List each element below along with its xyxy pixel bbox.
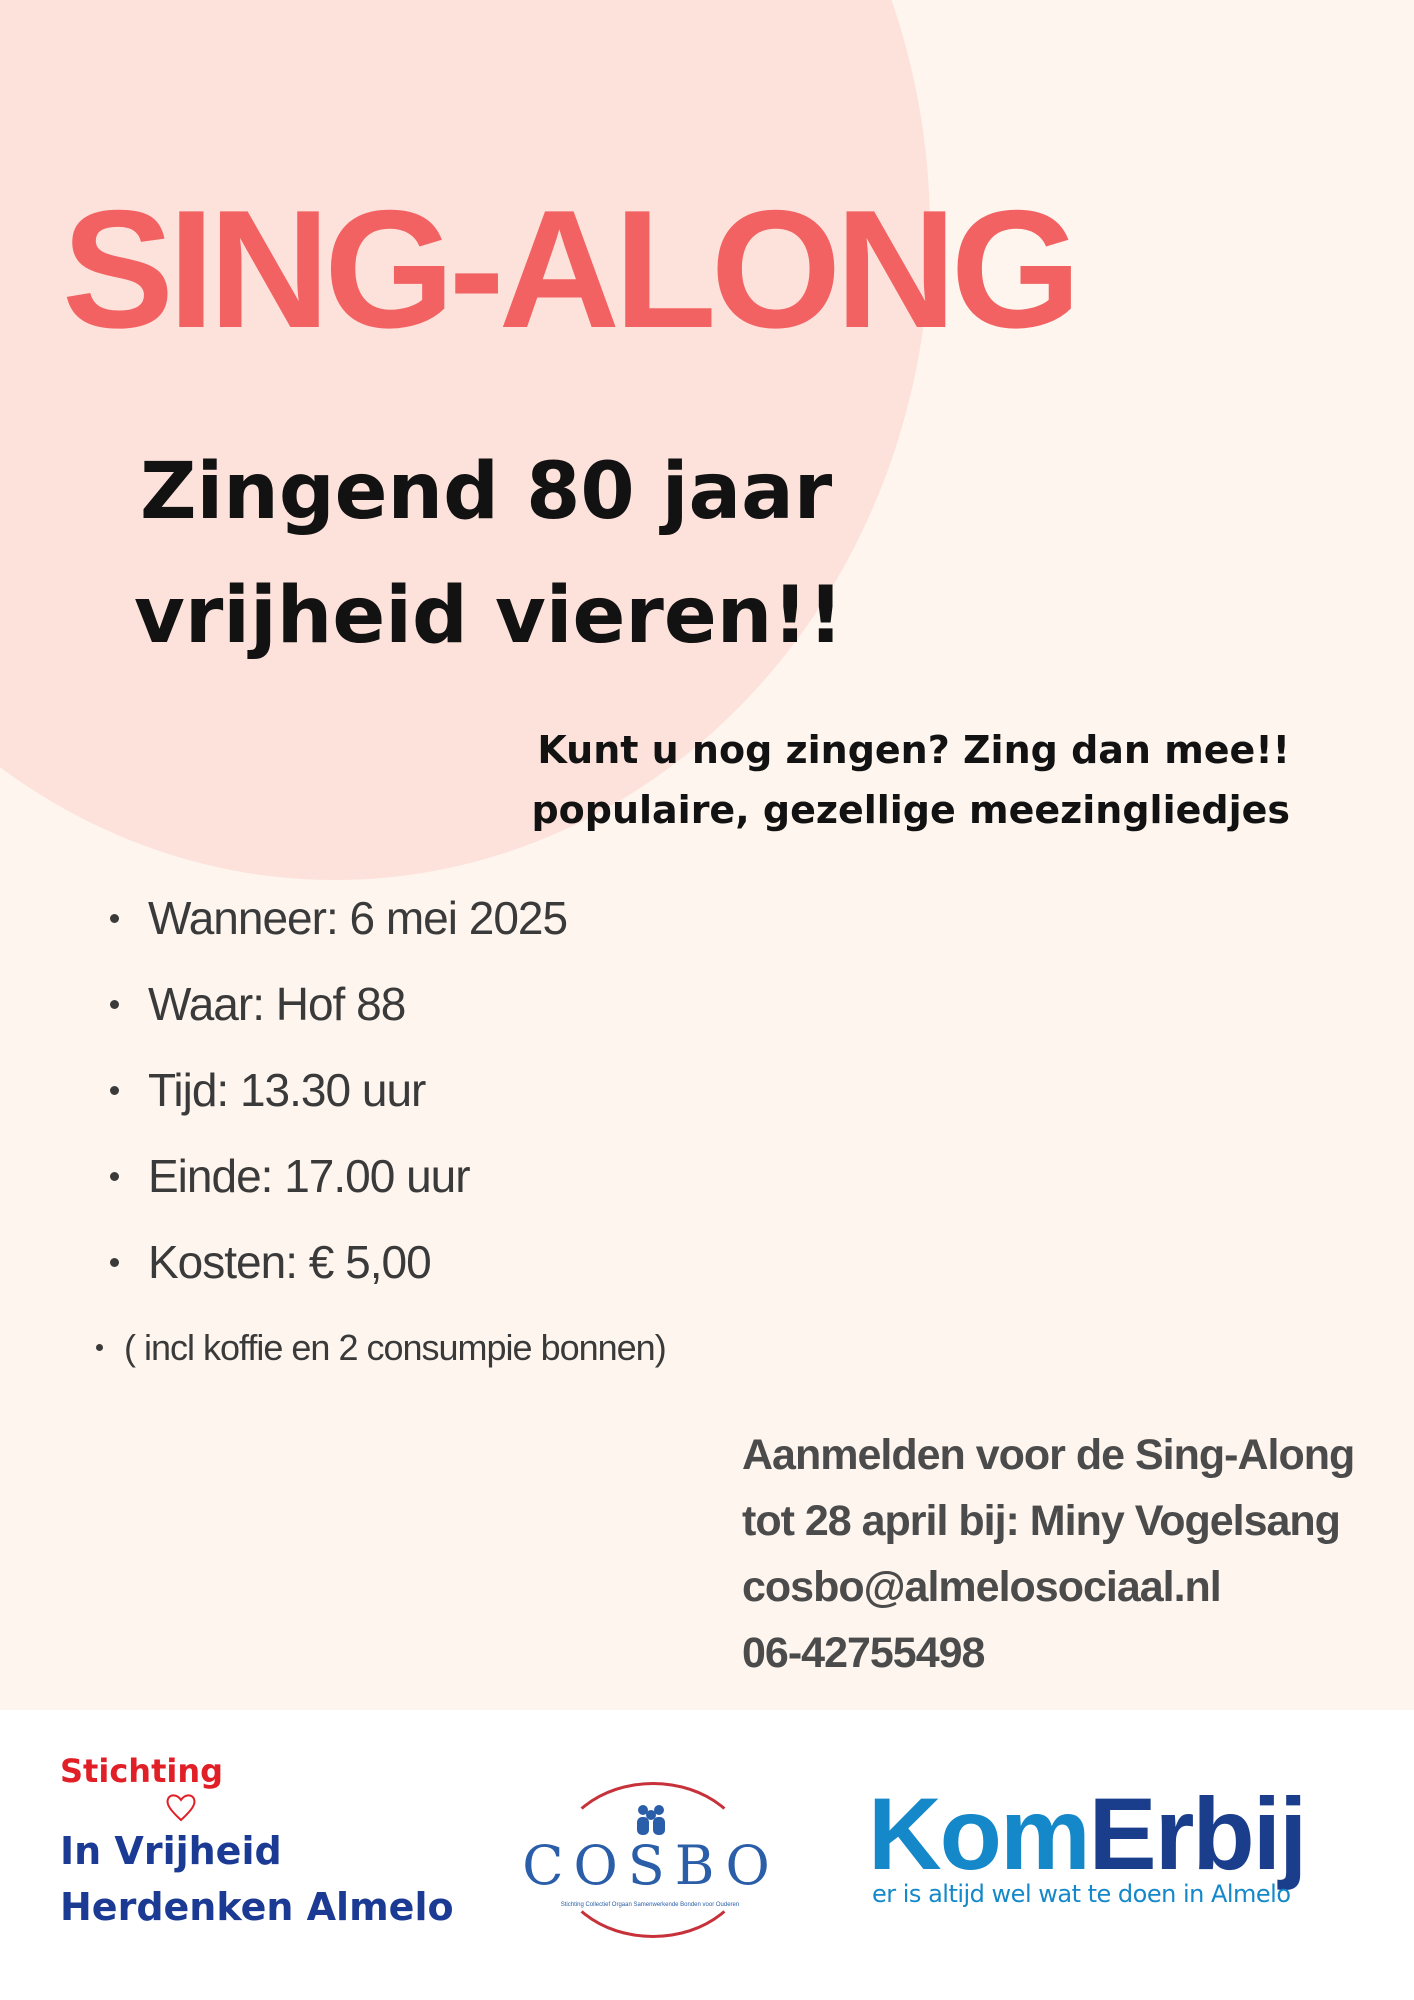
detail-text: Waar: Hof 88: [148, 978, 406, 1030]
sponsor-footer: [0, 1710, 1414, 2000]
logo-ivha-line-2: In Vrijheid: [60, 1829, 282, 1873]
detail-text: Tijd: 13.30 uur: [148, 1064, 426, 1116]
bullet-icon: [110, 1258, 119, 1267]
komerbij-slogan: er is altijd wel wat te doen in Almelo: [872, 1880, 1291, 1908]
detail-text: Wanneer: 6 mei 2025: [148, 892, 568, 944]
bullet-icon: [110, 914, 119, 923]
detail-text: Einde: 17.00 uur: [148, 1150, 470, 1202]
event-details-list: [104, 888, 666, 1378]
detail-text: Kosten: € 5,00: [148, 1236, 431, 1288]
detail-item-when: [104, 888, 666, 974]
heart-icon: [164, 1790, 198, 1824]
tagline-line-2: populaire, gezellige meezingliedjes: [531, 788, 1290, 832]
logo-cosbo: [515, 1782, 785, 1942]
cosbo-wordmark: COSBO: [522, 1834, 780, 1897]
bullet-icon: [110, 1086, 119, 1095]
komerbij-wordmark: [868, 1777, 1306, 1891]
event-title: SING-ALONG: [62, 175, 1076, 363]
detail-item-where: [104, 974, 666, 1060]
tagline-line-1: Kunt u nog zingen? Zing dan mee!!: [537, 728, 1290, 772]
detail-item-end: [104, 1146, 666, 1232]
signup-info: [742, 1422, 1354, 1686]
detail-item-cost: [104, 1232, 666, 1318]
detail-item-time: [104, 1060, 666, 1146]
subtitle-line-1: Zingend 80 jaar: [140, 447, 833, 537]
komerbij-part-2: Erbij: [1088, 1777, 1306, 1891]
signup-line-1: Aanmelden voor de Sing-Along: [742, 1431, 1355, 1479]
detail-text: ( incl koffie en 2 consumpie bonnen): [124, 1327, 666, 1368]
logo-ivha-line-3: Herdenken Almelo: [60, 1885, 454, 1929]
bullet-icon: [96, 1344, 103, 1351]
logo-komerbij: [868, 1777, 1306, 1908]
bullet-icon: [110, 1000, 119, 1009]
event-subtitle: [134, 430, 844, 678]
komerbij-part-1: Kom: [868, 1777, 1089, 1891]
logo-in-vrijheid-herdenken: [60, 1752, 454, 1936]
detail-item-note: [96, 1318, 666, 1378]
bullet-icon: [110, 1172, 119, 1181]
tagline: [531, 720, 1290, 840]
signup-phone[interactable]: 06-42755498: [742, 1629, 985, 1677]
cosbo-tagline: Stichting Collectief Orgaan Samenwerkende Bonden voor Ouderen: [560, 1902, 740, 1908]
logo-ivha-line-1: Stichting: [60, 1752, 224, 1790]
subtitle-line-2: vrijheid vieren!!: [134, 571, 844, 661]
signup-email[interactable]: cosbo@almelosociaal.nl: [742, 1563, 1221, 1611]
signup-line-2: tot 28 april bij: Miny Vogelsang: [742, 1497, 1340, 1545]
